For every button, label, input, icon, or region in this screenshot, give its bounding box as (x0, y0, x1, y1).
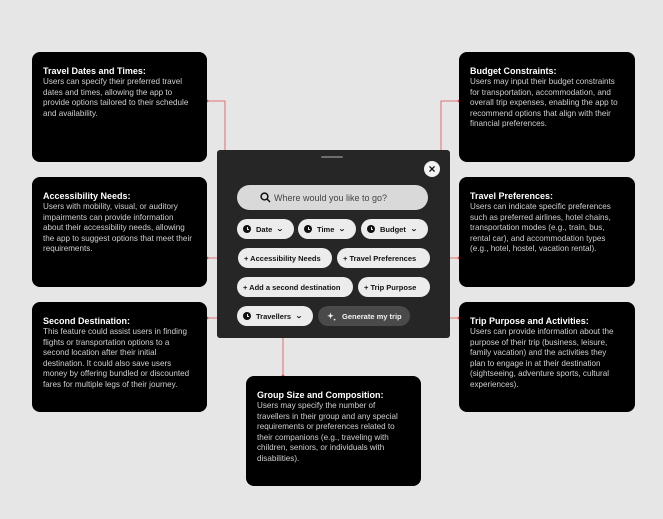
close-button[interactable] (424, 161, 440, 177)
card-travel-preferences (459, 177, 635, 287)
date-button[interactable] (237, 219, 294, 239)
card-title: Travel Preferences: (470, 191, 554, 201)
card-body: Users can indicate specific preferences such as preferred airlines, hotel chains, transportation modes (e.g., train, bus, rental car), and accommodation types (e.g., hotel, hostel, vacation rental). (470, 202, 611, 254)
generate-label: Generate my trip (342, 311, 402, 321)
clock-icon (367, 225, 375, 233)
card-body: Users with mobility, visual, or auditory impairments can provide information about their accessibility needs, allowing the app to suggest options that meet their requirements. (43, 202, 192, 254)
card-travel-dates (32, 52, 207, 162)
card-title: Group Size and Composition: (257, 390, 384, 400)
time-label: Time (317, 224, 335, 234)
card-body: Users can specify their preferred travel dates and times, allowing the app to provide options tailored to their schedule and availability. (43, 77, 189, 118)
chevron-down-icon: ⌄ (295, 313, 303, 320)
search-placeholder: Where would you like to go? (274, 192, 388, 203)
add-accessibility-needs-button[interactable] (238, 248, 332, 268)
clock-icon (304, 225, 312, 233)
second-destination-label: + Add a second destination (243, 282, 341, 292)
drag-handle[interactable] (321, 156, 343, 158)
card-title: Travel Dates and Times: (43, 66, 146, 76)
travel-preferences-label: + Travel Preferences (343, 253, 417, 263)
travellers-label: Travellers (256, 311, 292, 321)
card-budget-constraints (459, 52, 635, 162)
card-body: Users may specify the number of travellers in their group and any special requirements or preferences related to their companions (e.g., traveling with children, seniors, or individuals with disabilities). (257, 401, 398, 463)
card-title: Trip Purpose and Activities: (470, 316, 589, 326)
budget-label: Budget (380, 224, 406, 234)
add-second-destination-button[interactable] (237, 277, 353, 297)
add-travel-preferences-button[interactable] (337, 248, 430, 268)
card-trip-purpose (459, 302, 635, 412)
search-input[interactable] (237, 185, 428, 210)
add-trip-purpose-button[interactable] (358, 277, 430, 297)
budget-button[interactable] (361, 219, 428, 239)
sparkle-icon (327, 312, 336, 321)
card-accessibility-needs (32, 177, 207, 287)
card-body: Users can provide information about the purpose of their trip (business, leisure, family vacation) and the activities they plan to engage in at their destination (sightseeing, adventure sports, cultural experiences). (470, 327, 614, 389)
time-button[interactable] (298, 219, 356, 239)
card-title: Budget Constraints: (470, 66, 557, 76)
card-body: This feature could assist users in finding flights or transportation options to a second location after their initial destination. It could also save users money by offering bundled or discounted fares for multiple legs of their journey. (43, 327, 190, 389)
travellers-button[interactable] (237, 306, 313, 326)
close-icon: × (428, 162, 436, 176)
trip-planner-panel (217, 150, 450, 338)
card-group-size (246, 376, 421, 486)
card-second-destination (32, 302, 207, 412)
accessibility-label: + Accessibility Needs (244, 253, 321, 263)
clock-icon (243, 225, 251, 233)
card-body: Users may input their budget constraints for transportation, accommodation, and overall trip expenses, enabling the app to recommend options that align with their financial preferences. (470, 77, 618, 129)
card-title: Second Destination: (43, 316, 131, 326)
chevron-down-icon: ⌄ (338, 226, 347, 233)
trip-purpose-label: + Trip Purpose (364, 282, 417, 292)
person-icon (243, 312, 251, 320)
chevron-down-icon: ⌄ (409, 226, 418, 233)
generate-trip-button[interactable] (318, 306, 410, 326)
date-label: Date (256, 224, 273, 234)
chevron-down-icon: ⌄ (276, 226, 285, 233)
card-title: Accessibility Needs: (43, 191, 131, 201)
search-icon (260, 192, 271, 203)
